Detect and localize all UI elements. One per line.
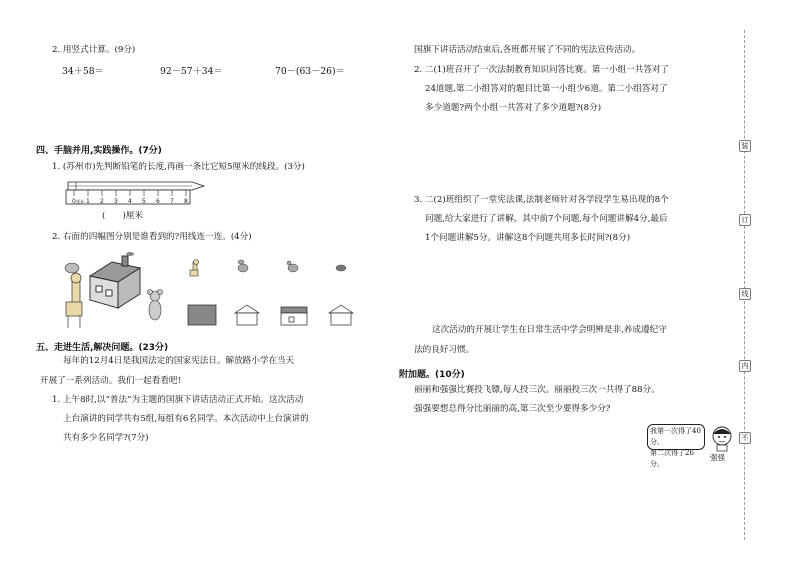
expr-3: 70－(63－26)＝ — [275, 66, 345, 77]
answer-blank: ( )厘米 — [102, 211, 144, 221]
ruler-label-2: 2 — [100, 198, 104, 205]
binding-mark-4: 内 — [739, 360, 751, 372]
r-q3-line3: 1个问题讲解5分。讲解这8个问题共用多长时间?(8分) — [425, 233, 631, 243]
binding-line — [744, 30, 746, 540]
bird-icon — [126, 252, 134, 256]
cat-small-icon — [238, 260, 248, 272]
bonus-title: 附加题。(10分) — [399, 370, 465, 380]
roof-topview-icon — [188, 305, 216, 325]
ruler-label-1: 1 — [86, 198, 90, 205]
sec5-q1-line1: 1. 上午8时,以“普法”为主题的国旗下讲话活动正式开始。这次活动 — [52, 395, 304, 405]
bonus-line1: 丽丽和强强比赛投飞镖,每人投三次。丽丽投三次一共得了88分。 — [414, 385, 660, 395]
house-side-icon — [281, 307, 307, 325]
r-q3-line1: 3. 二(2)班组织了一堂宪法课,法制老师针对各学段学生易出现的8个 — [414, 195, 669, 205]
cat-mouse-icon — [287, 261, 298, 272]
section-5-title: 五、走进生活,解决问题。(23分) — [36, 343, 169, 353]
right-intro-line: 国旗下讲话活动结束后,各班都开展了不同的宪法宣传活动。 — [414, 45, 641, 55]
ruler-label-8: 8 — [184, 198, 188, 205]
cat-icon — [65, 263, 79, 273]
binding-mark-1: 装 — [739, 140, 751, 152]
binding-mark-3: 线 — [739, 288, 751, 300]
closing-line1: 这次活动的开展让学生在日常生活中学会明辨是非,养成遵纪守 — [432, 325, 667, 335]
giraffe-small-icon — [190, 260, 199, 277]
ruler-label-4: 4 — [128, 198, 132, 205]
ruler-label-6: 6 — [156, 198, 160, 205]
boy-avatar-icon — [708, 424, 738, 452]
mouse-icon — [148, 290, 163, 321]
speech-bubble — [647, 424, 705, 468]
q2-title: 2. 用竖式计算。(9分) — [52, 45, 136, 55]
sec5-intro-1: 每年的12月4日是我国法定的国家宪法日。解放路小学在当天 — [63, 356, 295, 366]
viewpoint-bottom-row — [185, 303, 355, 327]
pencil-icon — [68, 182, 204, 190]
sec4-q1: 1. (苏州市)先判断铅笔的长度,再画一条比它短5厘米的线段。(3分) — [52, 162, 305, 172]
r-q2-line1: 2. 二(1)班召开了一次法制教育知识问答比赛。第一小组一共答对了 — [414, 65, 670, 75]
r-q2-line3: 多少道题?两个小组一共答对了多少道题?(8分) — [425, 103, 602, 113]
ruler-label-5: 5 — [142, 198, 146, 205]
ruler-label-7: 7 — [170, 198, 174, 205]
r-q3-line2: 问题,给大家进行了讲解。其中前7个问题,每个问题讲解4分,最后 — [425, 214, 668, 224]
house-back-icon — [329, 305, 353, 325]
sec4-q2: 2. 右面的四幅图分别是谁看到的?用线连一连。(4分) — [52, 232, 252, 242]
scene-illustration — [60, 250, 170, 330]
house-icon — [90, 256, 140, 308]
giraffe-icon — [66, 273, 82, 328]
expr-2: 92－57＋34＝ — [160, 66, 223, 77]
bubble-line2: 第二次得了26分。 — [650, 449, 694, 468]
ruler-unit: 厘米 — [76, 199, 84, 204]
sec5-q1-line2: 上台演讲的同学共有5组,每组有6名同学。本次活动中上台演讲的 — [63, 414, 309, 424]
ruler-pencil-figure — [64, 177, 214, 207]
speaker-name: 强强 — [710, 453, 725, 462]
viewpoint-top-row — [185, 258, 355, 283]
sec5-intro-2: 开展了一系列活动。我们一起看看吧! — [40, 376, 181, 386]
bird-small-icon — [336, 265, 346, 271]
r-q2-line2: 24道题,第二小组答对的题目比第一小组少6道。第二小组答对了 — [425, 84, 668, 94]
bubble-line1: 我第一次得了40分, — [650, 427, 701, 446]
binding-mark-2: 订 — [739, 214, 751, 226]
sec5-q1-line3: 共有多少名同学?(7分) — [63, 433, 149, 443]
closing-line2: 法的良好习惯。 — [414, 345, 475, 355]
section-4-title: 四、手脑并用,实践操作。(7分) — [36, 146, 162, 156]
bonus-line2: 强强要想总得分比丽丽的高,第三次至少要得多少分? — [414, 404, 611, 414]
ruler-label-3: 3 — [114, 198, 118, 205]
expr-1: 34＋58＝ — [62, 66, 104, 77]
binding-mark-5: 不 — [739, 432, 751, 444]
ruler-label-0: 0 — [72, 198, 76, 205]
house-front-icon — [235, 305, 259, 325]
